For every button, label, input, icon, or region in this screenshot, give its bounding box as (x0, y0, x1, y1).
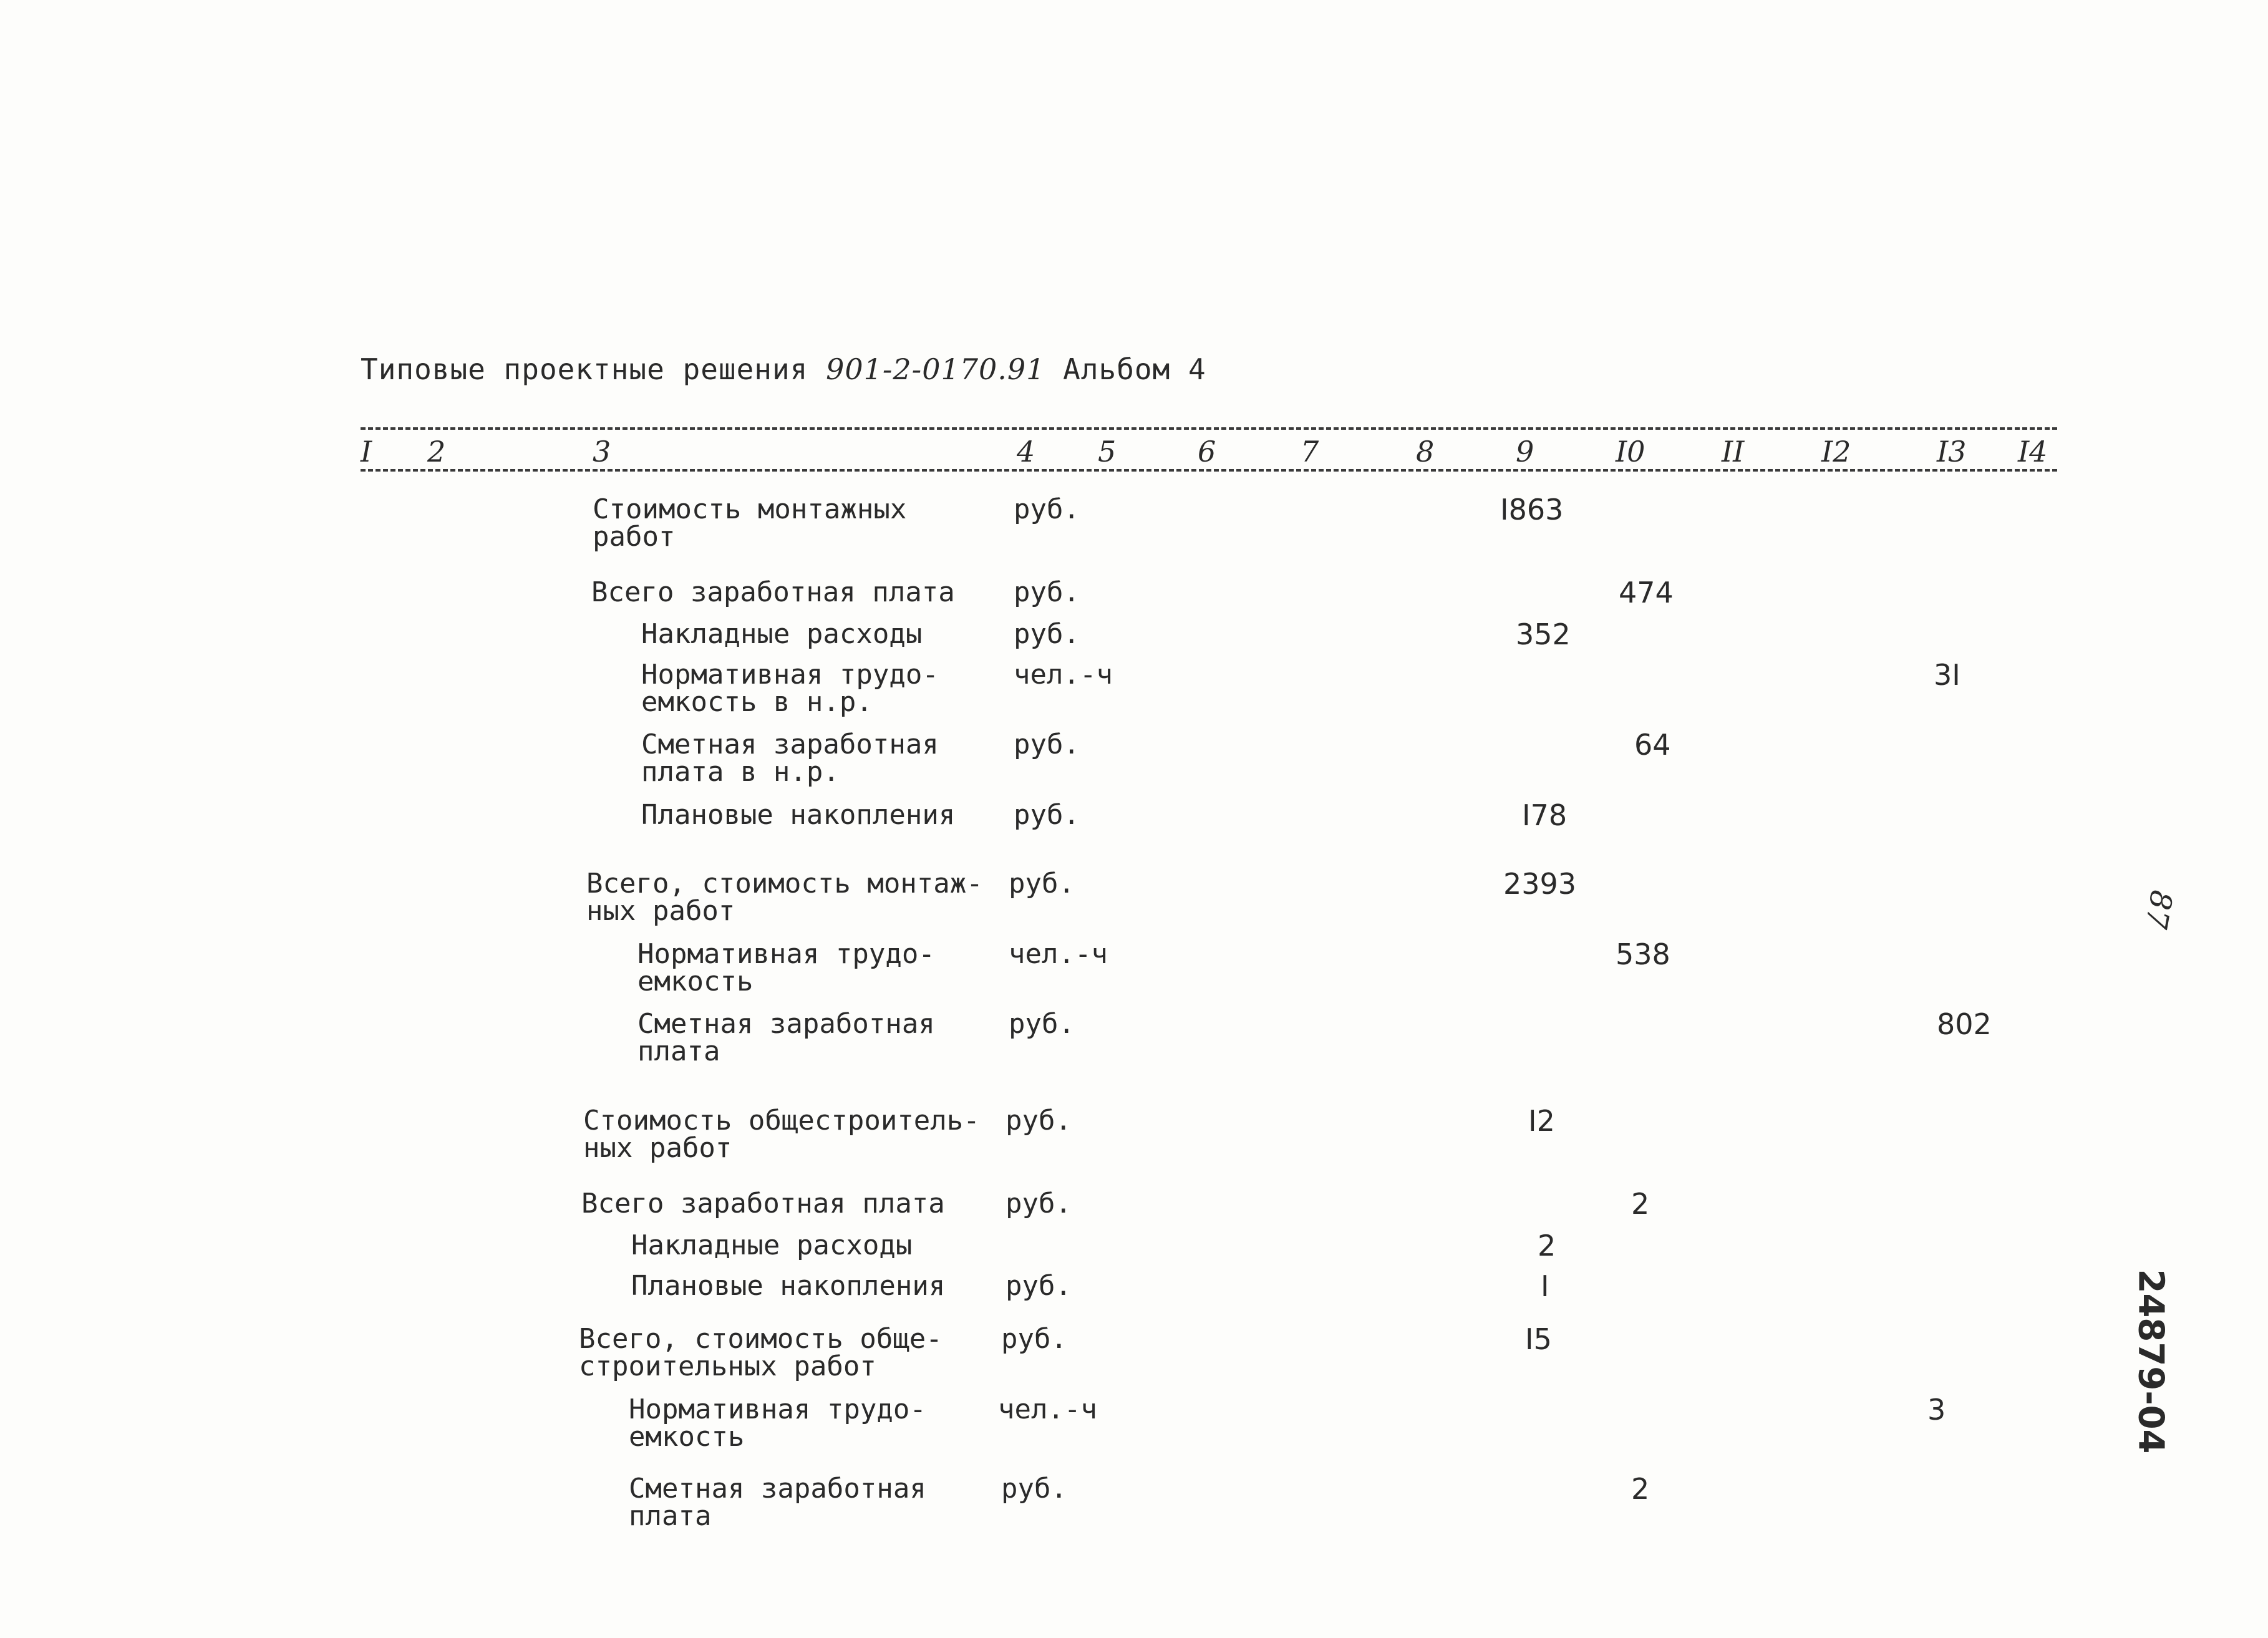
column-number: I4 (2018, 435, 2048, 468)
row-unit: руб. (1014, 493, 1080, 525)
description-line: ных работ (583, 1132, 732, 1164)
row-unit: руб. (1014, 576, 1080, 608)
row-value: 2 (1631, 1187, 1650, 1221)
row-unit: руб. (1014, 618, 1080, 650)
row-description (631, 1229, 913, 1261)
row-unit: руб. (1009, 868, 1075, 899)
row-unit: руб. (1014, 799, 1080, 831)
description-line: Нормативная трудо- (637, 938, 935, 970)
description-line: Стоимость монтажных (593, 493, 907, 525)
column-number: I0 (1616, 435, 1645, 468)
row-description (641, 731, 939, 786)
document-header (361, 352, 1206, 386)
header-code: 901-2-0170.91 (826, 352, 1045, 386)
row-description (641, 661, 939, 716)
row-unit: руб. (1001, 1473, 1067, 1505)
column-number: II (1722, 435, 1745, 468)
description-line: Накладные расходы (641, 618, 923, 650)
row-unit: руб. (1001, 1323, 1067, 1355)
row-unit: чел.-ч (1009, 938, 1108, 970)
row-description (593, 493, 907, 553)
row-description (631, 1272, 945, 1300)
row-value: I78 (1522, 798, 1568, 832)
row-value: 3 (1927, 1393, 1946, 1427)
row-value: 3I (1934, 658, 1960, 692)
row-value: I (1541, 1269, 1549, 1303)
row-value: 2 (1631, 1472, 1650, 1506)
column-number: 6 (1198, 435, 1216, 468)
description-line: Нормативная трудо- (629, 1393, 926, 1425)
row-description (637, 938, 935, 997)
row-value: 474 (1619, 576, 1674, 609)
description-line: Нормативная трудо- (641, 659, 939, 691)
description-line: строительных работ (579, 1350, 876, 1382)
description-line: плата (629, 1500, 712, 1532)
column-number: 8 (1416, 435, 1435, 468)
row-description (641, 618, 923, 650)
header-album: Альбом 4 (1063, 352, 1206, 386)
row-unit: руб. (1014, 729, 1080, 760)
row-unit: руб. (1006, 1105, 1072, 1136)
description-line: плата в н.р. (641, 756, 840, 788)
header-prefix: Типовые проектные решения (361, 352, 808, 386)
row-value: 2 (1538, 1229, 1556, 1262)
row-value: 64 (1634, 728, 1671, 762)
table-top-rule (361, 427, 2057, 430)
column-number: 4 (1017, 435, 1035, 468)
row-description (591, 576, 955, 608)
row-unit: руб. (1006, 1270, 1072, 1302)
column-number: I (361, 435, 372, 468)
column-number: 2 (427, 435, 446, 468)
row-value: 802 (1937, 1007, 1992, 1041)
description-line: Плановые накопления (641, 799, 956, 831)
row-unit: чел.-ч (1014, 659, 1113, 691)
description-line: работ (593, 521, 676, 553)
row-description (641, 799, 956, 831)
row-unit: руб. (1006, 1188, 1072, 1219)
description-line: Всего заработная плата (591, 576, 955, 608)
row-value: 2393 (1503, 867, 1577, 901)
description-line: Сметная заработная (641, 729, 939, 760)
column-number-rule (361, 469, 2057, 472)
row-unit: чел.-ч (998, 1393, 1097, 1425)
description-line: Сметная заработная (629, 1473, 926, 1505)
row-value: I2 (1528, 1104, 1555, 1138)
column-number: I3 (1937, 435, 1967, 468)
inventory-number: 24879-04 (2130, 1269, 2171, 1454)
column-number: 3 (593, 435, 611, 468)
description-line: Плановые накопления (631, 1270, 946, 1302)
description-line: плата (637, 1035, 720, 1067)
row-description (579, 1325, 943, 1380)
column-number: 9 (1516, 435, 1534, 468)
description-line: Сметная заработная (637, 1008, 935, 1040)
description-line: емкость в н.р. (641, 686, 873, 718)
row-unit: руб. (1009, 1008, 1075, 1040)
description-line: Всего, стоимость обще- (579, 1323, 943, 1355)
row-value: 352 (1516, 618, 1571, 651)
column-number: 5 (1098, 435, 1117, 468)
row-description (629, 1475, 926, 1530)
row-value: 538 (1616, 938, 1670, 971)
row-description (629, 1393, 926, 1453)
row-description (586, 870, 983, 925)
sheet-number: 87 (2138, 888, 2179, 931)
description-line: ных работ (586, 895, 735, 927)
column-number: 7 (1301, 435, 1319, 468)
description-line: емкость (629, 1421, 745, 1453)
row-description (637, 1010, 935, 1065)
row-value: I5 (1525, 1322, 1552, 1356)
description-line: Стоимость общестроитель- (583, 1105, 980, 1136)
row-description (581, 1190, 945, 1218)
column-number: I2 (1821, 435, 1851, 468)
description-line: Всего заработная плата (581, 1188, 945, 1219)
row-description (583, 1107, 980, 1162)
description-line: емкость (637, 966, 754, 997)
description-line: Накладные расходы (631, 1229, 913, 1261)
row-value: I863 (1500, 493, 1564, 526)
description-line: Всего, стоимость монтаж- (586, 868, 983, 899)
